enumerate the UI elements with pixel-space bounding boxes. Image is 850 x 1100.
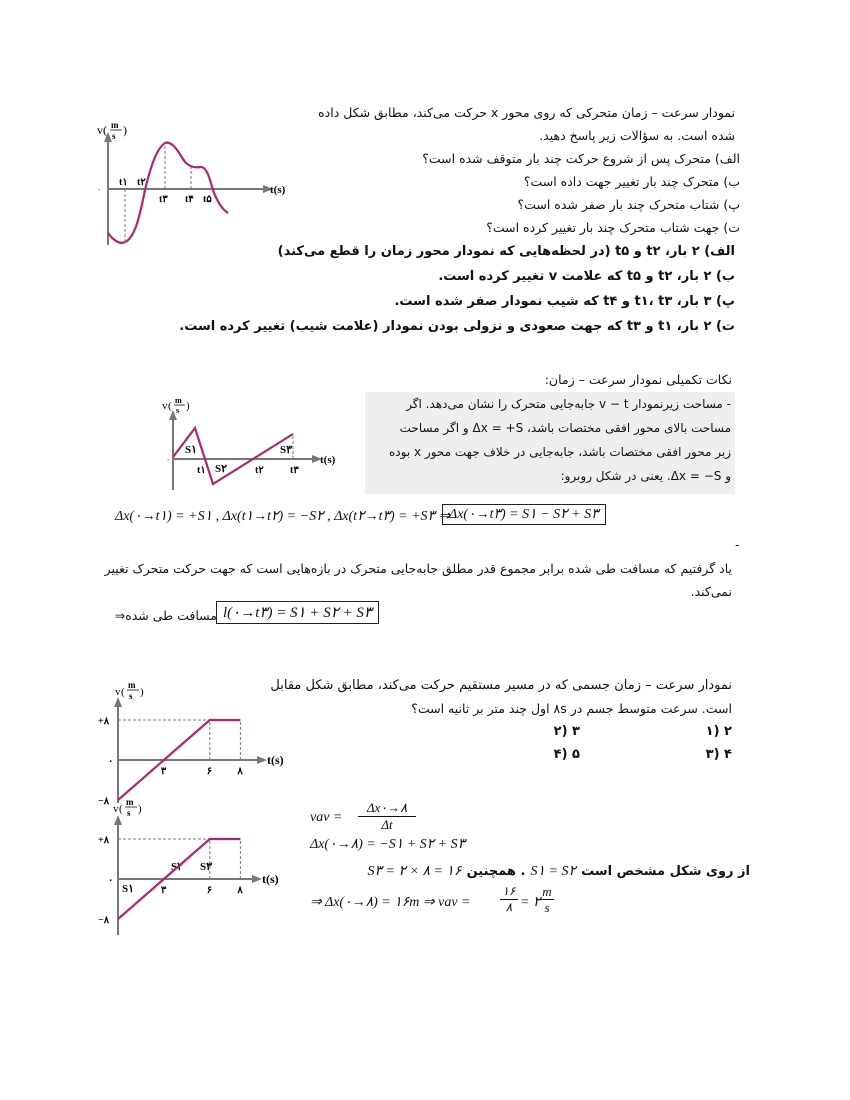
- notes-box-line2: مساحت بالای محور افقی مختصات باشد، Δx = +S و اگر مساحت: [399, 421, 731, 435]
- q1-question-d: ت) جهت شتاب متحرک چند بار تغییر کرده است؟: [486, 220, 740, 235]
- q1-answer-c: پ) ۳ بار، t۱، t۳ و t۴ که شیب نمودار صفر شده است.: [394, 294, 735, 309]
- x-axis-label: t(s): [267, 753, 284, 767]
- y-tick-label: +۸: [98, 835, 110, 846]
- q2-option-3[interactable]: ۳) ۴: [705, 747, 732, 762]
- tick-t2: t۲: [137, 177, 146, 188]
- svg-text:(: (: [168, 400, 172, 412]
- x-axis-arrow: [252, 875, 262, 883]
- solution-vt-graph: [95, 795, 295, 940]
- y-unit-num: m: [128, 680, 136, 690]
- y-unit-num: m: [111, 120, 119, 130]
- x-tick-label: ۸: [237, 885, 243, 896]
- y-unit-den: s: [176, 406, 180, 415]
- q2-option-4[interactable]: ۴) ۵: [553, 747, 580, 762]
- y-axis-arrow: [114, 697, 122, 707]
- vav-lhs: vav =: [310, 810, 343, 825]
- velocity-polyline: [173, 428, 293, 484]
- y-tick-label: −۸: [98, 915, 110, 926]
- q1-question-a: الف) متحرک پس از شروع حرکت چند بار متوقف شده است؟: [422, 151, 740, 166]
- svg-text:): ): [186, 400, 190, 412]
- notes-equation: Δx(۰→t۱) = +S۱ , Δx(t۱→t۲) = −S۲ , Δx(t۲→t۳) = +S۳ ⇒: [115, 509, 451, 524]
- y-unit-den: s: [129, 691, 133, 701]
- q1-question-c: پ) شتاب متحرک چند بار صفر شده است؟: [517, 197, 740, 212]
- solution-line3-math2: S۳ = ۲ × ۸ = ۱۶: [367, 864, 462, 879]
- x-axis-arrow: [257, 756, 267, 764]
- solution-fraction-num: ۱۶: [500, 884, 518, 900]
- solution-line3-math1: S۱ = S۲: [530, 864, 577, 879]
- tick-t1: t۱: [119, 177, 128, 188]
- solution-line4-lhs: ⇒ Δx(۰→۸) = ۱۶m ⇒ vav =: [310, 895, 471, 910]
- x-tick-label: ۶: [206, 885, 213, 896]
- area-s3: S۳: [280, 444, 293, 456]
- x-axis-label: t(s): [262, 872, 279, 886]
- q1-answer-d: ت) ۲ بار، t۱ و t۳ که جهت صعودی و نزولی بودن نمودار (علامت شیب) تغییر کرده است.: [179, 319, 735, 334]
- solution-line3-text: از روی شکل مشخص است: [581, 864, 750, 879]
- q2-stem-line2: است. سرعت متوسط جسم در ۸s اول چند متر بر ثانیه است؟: [411, 701, 732, 716]
- notes-vt-graph: [150, 390, 360, 495]
- tick-t3: t۳: [290, 465, 299, 476]
- svg-text:(: (: [121, 686, 125, 698]
- vav-denominator: Δt: [381, 817, 393, 832]
- area-s3: S۳: [200, 861, 213, 873]
- y-unit-num: m: [175, 396, 182, 405]
- q2-stem-line1: نمودار سرعت – زمان جسمی که در مسیر مستقیم حرکت می‌کند، مطابق شکل مقابل: [270, 678, 732, 693]
- tick-t5: t۵: [203, 194, 212, 205]
- distance-label: مسافت طی شده⇒: [114, 608, 217, 623]
- solution-fraction-den: ۸: [505, 900, 513, 914]
- velocity-curve: [108, 143, 228, 243]
- distance-equation-boxed: l(۰→t۳) = S۱ + S۲ + S۳: [216, 601, 379, 624]
- x-axis-label: t(s): [320, 454, 336, 466]
- notes-box-line4: و Δx = −S. یعنی در شکل روبرو:: [560, 469, 731, 483]
- y-tick-label: −۸: [98, 796, 110, 805]
- solution-line4: [310, 884, 610, 924]
- origin-label: ۰: [166, 455, 171, 464]
- vav-numerator: Δx۰→۸: [358, 800, 416, 817]
- notes-box-line3: زیر محور افقی مختصات باشد، جابه‌جایی در خلاف جهت محور x بوده: [388, 445, 731, 459]
- notes-box-line1: - مساحت زیرنمودار v − t جابه‌جایی متحرک را نشان می‌دهد. اگر: [406, 397, 731, 411]
- tick-t1: t۱: [197, 465, 206, 476]
- y-axis-arrow: [114, 815, 122, 825]
- q1-vt-graph: [95, 110, 295, 260]
- solution-line3-text2: . همچنین: [466, 864, 526, 879]
- y-tick-label: +۸: [98, 716, 110, 727]
- notes-title: نکات تکمیلی نمودار سرعت – زمان:: [544, 372, 732, 387]
- y-axis-label: v: [115, 686, 121, 698]
- x-axis-label: t(s): [270, 184, 286, 196]
- y-axis-label: v: [162, 400, 168, 412]
- solution-line3: [368, 860, 750, 883]
- x-tick-label: ۸: [237, 766, 243, 777]
- q1-question-b: ب) متحرک چند بار تغییر جهت داده است؟: [523, 174, 740, 189]
- y-unit-num: m: [126, 797, 134, 807]
- notes-equation-boxed: Δx(۰→t۳) = S۱ − S۲ + S۳: [442, 504, 606, 525]
- q2-vt-graph: [95, 675, 295, 805]
- solution-unit-den: s: [544, 900, 550, 915]
- y-tick-label: ۰: [108, 756, 114, 767]
- notes-box: [365, 392, 735, 494]
- q1-answer-a: الف) ۲ بار، t۲ و t۵ (در لحظه‌هایی که نمودار محور زمان را قطع می‌کند): [277, 244, 735, 259]
- y-axis-label: v: [113, 803, 119, 815]
- area-s2: S۲: [215, 463, 228, 475]
- solution-line2: Δx(۰→۸) = −S۱ + S۲ + S۳: [310, 837, 466, 852]
- q1-stem-line2: شده است. به سؤالات زیر پاسخ دهید.: [539, 128, 735, 143]
- solution-line4-eq: = ۲: [520, 895, 541, 910]
- q1-stem-line1: نمودار سرعت – زمان متحرکی که روی محور x حرکت می‌کند، مطابق شکل داده: [318, 105, 735, 120]
- y-unit-den: s: [112, 131, 116, 141]
- x-tick-label: ۳: [160, 766, 167, 777]
- tick-t3: t۳: [159, 194, 168, 205]
- x-tick-label: ۶: [206, 766, 213, 777]
- q1-answer-b: ب) ۲ بار، t۲ و t۵ که علامت v تغییر کرده است.: [438, 269, 735, 284]
- tick-t2: t۲: [255, 465, 264, 476]
- notes-paragraph-line1: یاد گرفتیم که مسافت طی شده برابر مجموع قدر مطلق جابه‌جایی متحرک در بازه‌هایی است که جهت حرکت متحرک تغییر: [104, 561, 732, 576]
- x-tick-label: ۳: [160, 885, 167, 896]
- svg-text:(: (: [119, 803, 123, 815]
- tick-t4: t۴: [185, 194, 194, 205]
- solution-unit-num: m: [540, 884, 554, 900]
- notes-paragraph-line2: نمی‌کند.: [690, 584, 732, 599]
- y-tick-label: ۰: [108, 875, 114, 886]
- svg-text:(: (: [103, 123, 107, 137]
- svg-text:): ): [123, 123, 127, 137]
- y-axis-label: v: [97, 123, 103, 137]
- notes-dash: -: [735, 537, 740, 552]
- origin-label: ۰: [97, 185, 102, 194]
- area-s2: S۲: [171, 861, 184, 873]
- svg-text:): ): [140, 686, 144, 698]
- q2-option-2[interactable]: ۲) ۳: [553, 724, 580, 739]
- area-s1: S۱: [122, 883, 135, 895]
- svg-text:): ): [138, 803, 142, 815]
- y-unit-den: s: [127, 808, 131, 818]
- area-s1: S۱: [185, 444, 198, 456]
- q2-option-1[interactable]: ۱) ۲: [705, 724, 732, 739]
